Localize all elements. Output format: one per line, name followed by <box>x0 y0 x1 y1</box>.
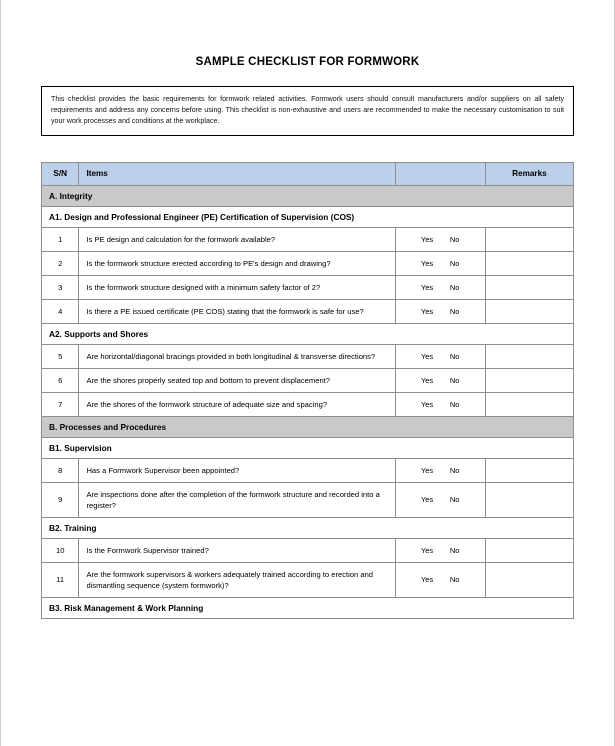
subsection-row <box>42 437 574 458</box>
table-row <box>42 275 574 299</box>
yes-option[interactable]: Yes <box>420 234 434 244</box>
table-row <box>42 538 574 562</box>
subsection-title: A1. Design and Professional Engineer (PE) Certification of Supervision (COS) <box>42 206 574 227</box>
header-items: Items <box>79 162 395 185</box>
yes-option[interactable]: Yes <box>420 465 434 475</box>
section-row <box>42 416 574 437</box>
row-item-text: Is PE design and calculation for the formwork available? <box>79 227 395 251</box>
no-option[interactable]: No <box>449 234 460 244</box>
yes-option[interactable]: Yes <box>420 399 434 409</box>
table-row <box>42 392 574 416</box>
table-row <box>42 344 574 368</box>
page-content <box>1 0 614 619</box>
table-header <box>42 162 574 185</box>
no-option[interactable]: No <box>449 495 460 505</box>
table-body <box>42 185 574 618</box>
no-option[interactable]: No <box>449 282 460 292</box>
row-item-text: Are horizontal/diagonal bracings provided in both longitudinal & transverse directions? <box>79 344 395 368</box>
row-item-text: Has a Formwork Supervisor been appointed? <box>79 458 395 482</box>
row-remarks-cell[interactable] <box>485 538 573 562</box>
row-yesno-cell <box>395 562 485 597</box>
row-item-text: Is the formwork structure designed with a minimum safety factor of 2? <box>79 275 395 299</box>
intro-text: This checklist provides the basic requirements for formwork related activities. Formwork users should consult manufacturers and/or suppliers on all safety requirements and address any concerns before using. This checklist is non-exhaustive and users are recommended to make the necessary customisation to suit your work processes and conditions at the workplace. <box>51 95 564 125</box>
row-serial-number: 8 <box>42 458 79 482</box>
row-remarks-cell[interactable] <box>485 344 573 368</box>
yes-option[interactable]: Yes <box>420 575 434 585</box>
table-row <box>42 482 574 517</box>
row-item-text: Are the formwork supervisors & workers adequately trained according to erection and dismantling sequence (system formwork)? <box>79 562 395 597</box>
row-serial-number: 1 <box>42 227 79 251</box>
yes-option[interactable]: Yes <box>420 306 434 316</box>
header-remarks: Remarks <box>485 162 573 185</box>
row-serial-number: 5 <box>42 344 79 368</box>
row-yesno-cell <box>395 227 485 251</box>
row-serial-number: 4 <box>42 299 79 323</box>
row-yesno-cell <box>395 458 485 482</box>
row-serial-number: 9 <box>42 482 79 517</box>
row-serial-number: 7 <box>42 392 79 416</box>
intro-box <box>41 86 574 136</box>
table-row <box>42 227 574 251</box>
subsection-row <box>42 597 574 618</box>
row-yesno-cell <box>395 482 485 517</box>
section-title: A. Integrity <box>42 185 574 206</box>
row-yesno-cell <box>395 275 485 299</box>
table-row <box>42 251 574 275</box>
subsection-title: B2. Training <box>42 517 574 538</box>
row-yesno-cell <box>395 344 485 368</box>
row-yesno-cell <box>395 538 485 562</box>
table-row <box>42 299 574 323</box>
row-serial-number: 2 <box>42 251 79 275</box>
subsection-row <box>42 206 574 227</box>
no-option[interactable]: No <box>449 351 460 361</box>
yes-option[interactable]: Yes <box>420 282 434 292</box>
row-remarks-cell[interactable] <box>485 275 573 299</box>
row-item-text: Are the shores of the formwork structure of adequate size and spacing? <box>79 392 395 416</box>
no-option[interactable]: No <box>449 258 460 268</box>
row-remarks-cell[interactable] <box>485 458 573 482</box>
row-remarks-cell[interactable] <box>485 482 573 517</box>
yes-option[interactable]: Yes <box>420 351 434 361</box>
row-serial-number: 11 <box>42 562 79 597</box>
row-serial-number: 10 <box>42 538 79 562</box>
no-option[interactable]: No <box>449 399 460 409</box>
row-remarks-cell[interactable] <box>485 392 573 416</box>
row-serial-number: 6 <box>42 368 79 392</box>
row-yesno-cell <box>395 392 485 416</box>
subsection-row <box>42 323 574 344</box>
no-option[interactable]: No <box>449 306 460 316</box>
row-remarks-cell[interactable] <box>485 368 573 392</box>
checklist-table <box>41 162 574 619</box>
subsection-row <box>42 517 574 538</box>
subsection-title: A2. Supports and Shores <box>42 323 574 344</box>
row-remarks-cell[interactable] <box>485 227 573 251</box>
yes-option[interactable]: Yes <box>420 375 434 385</box>
row-serial-number: 3 <box>42 275 79 299</box>
page-title: SAMPLE CHECKLIST FOR FORMWORK <box>195 56 420 68</box>
yes-option[interactable]: Yes <box>420 545 434 555</box>
section-title: B. Processes and Procedures <box>42 416 574 437</box>
row-item-text: Are inspections done after the completion of the formwork structure and recorded into a register? <box>79 482 395 517</box>
table-row <box>42 458 574 482</box>
row-item-text: Is there a PE issued certificate (PE COS) stating that the formwork is safe for use? <box>79 299 395 323</box>
row-item-text: Is the formwork structure erected according to PE's design and drawing? <box>79 251 395 275</box>
no-option[interactable]: No <box>449 375 460 385</box>
row-item-text: Is the Formwork Supervisor trained? <box>79 538 395 562</box>
subsection-title: B3. Risk Management & Work Planning <box>42 597 574 618</box>
header-yesno <box>395 162 485 185</box>
yes-option[interactable]: Yes <box>420 495 434 505</box>
row-item-text: Are the shores properly seated top and bottom to prevent displacement? <box>79 368 395 392</box>
no-option[interactable]: No <box>449 465 460 475</box>
yes-option[interactable]: Yes <box>420 258 434 268</box>
row-yesno-cell <box>395 299 485 323</box>
row-remarks-cell[interactable] <box>485 562 573 597</box>
row-yesno-cell <box>395 251 485 275</box>
subsection-title: B1. Supervision <box>42 437 574 458</box>
header-sn: S/N <box>42 162 79 185</box>
table-row <box>42 368 574 392</box>
no-option[interactable]: No <box>449 575 460 585</box>
row-yesno-cell <box>395 368 485 392</box>
table-header-row <box>42 162 574 185</box>
row-remarks-cell[interactable] <box>485 299 573 323</box>
row-remarks-cell[interactable] <box>485 251 573 275</box>
no-option[interactable]: No <box>449 545 460 555</box>
table-row <box>42 562 574 597</box>
section-row <box>42 185 574 206</box>
